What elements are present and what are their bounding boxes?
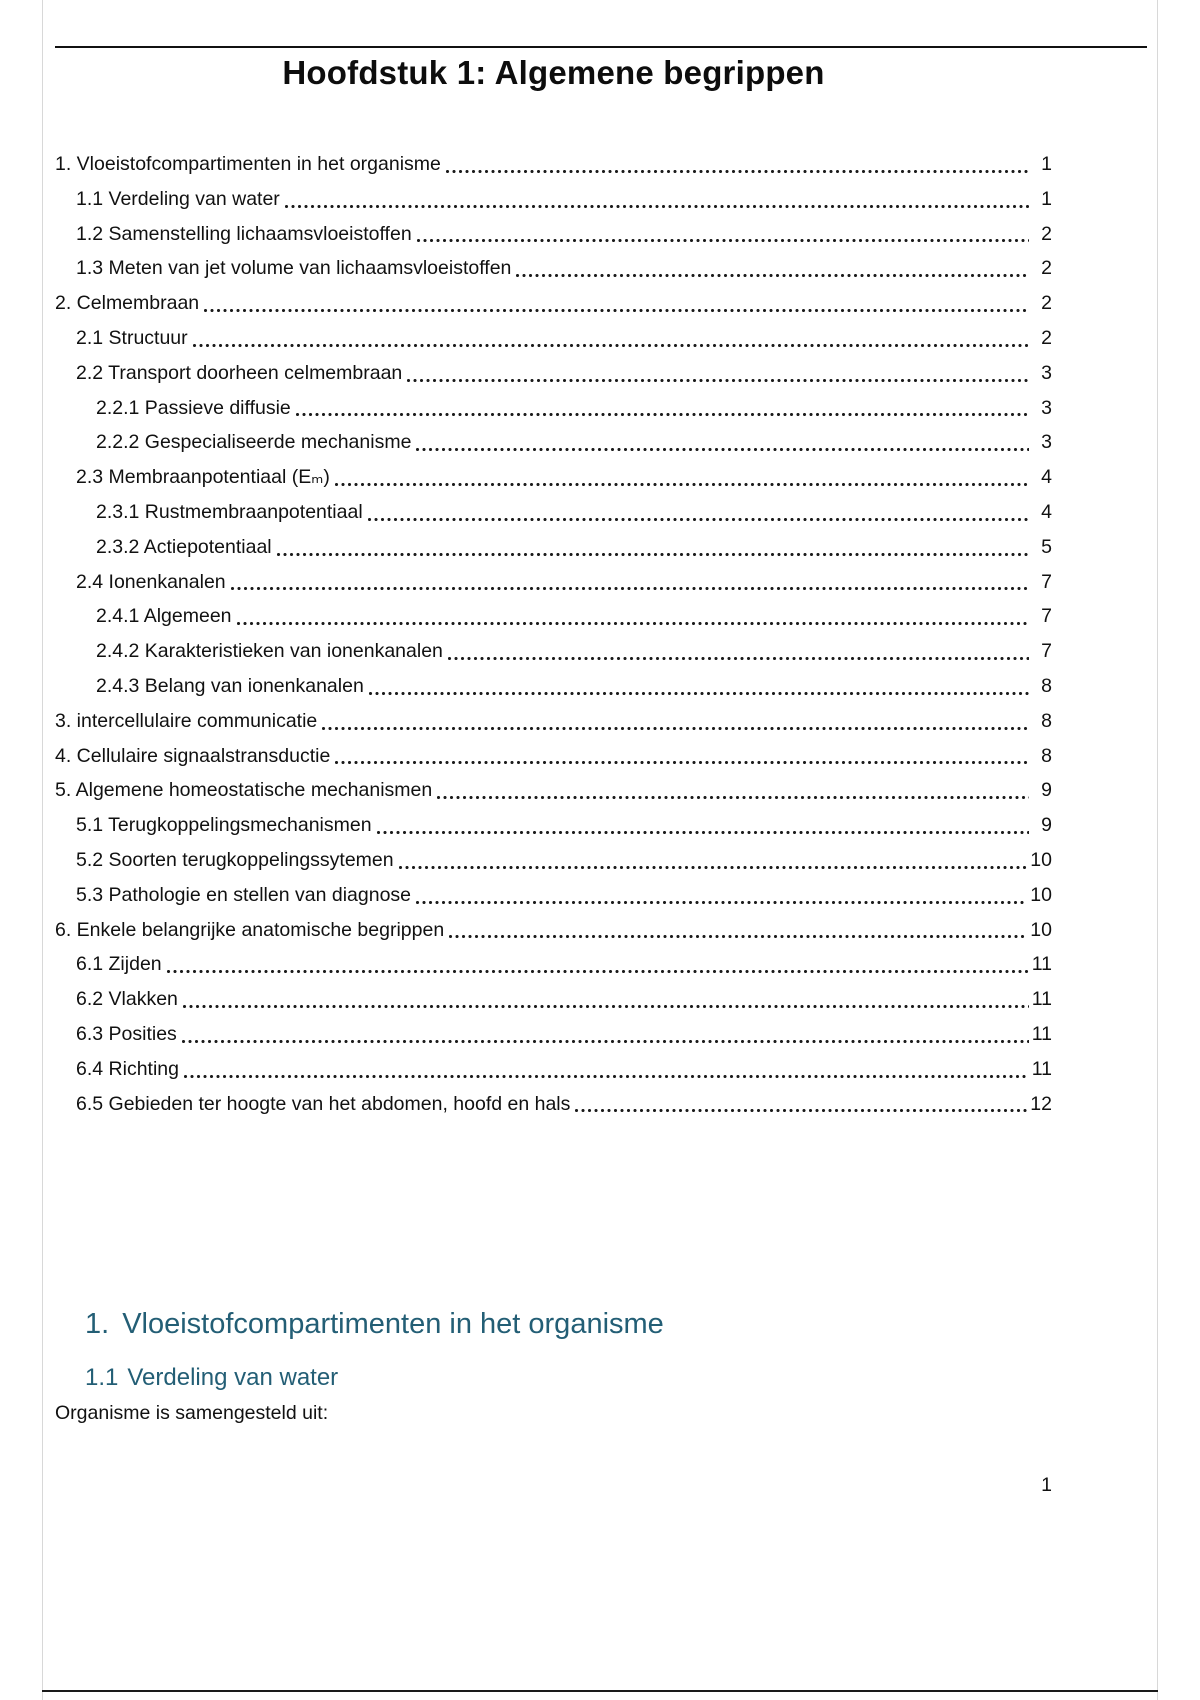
- toc-entry-page: 10: [1030, 848, 1052, 871]
- toc-leader-dots: [275, 530, 1029, 565]
- toc-entry-label: 2.4.1 Algemeen: [96, 605, 232, 628]
- toc-entry: [55, 1087, 1052, 1122]
- toc-leader-dots: [320, 704, 1029, 739]
- page-edge-left: [42, 0, 43, 1700]
- toc-leader-dots: [397, 843, 1028, 878]
- toc-entry-label: 1.3 Meten van jet volume van lichaamsvloeistoffen: [76, 257, 512, 280]
- toc-entry-label: 2.3.1 Rustmembraanpotentiaal: [96, 500, 363, 523]
- toc-entry: [55, 739, 1052, 774]
- toc-leader-dots: [514, 251, 1029, 286]
- toc-entry: [55, 773, 1052, 808]
- toc-entry: [55, 460, 1052, 495]
- toc-entry: [55, 843, 1052, 878]
- toc-entry-page: 2: [1041, 222, 1052, 245]
- toc-entry: [55, 947, 1052, 982]
- toc-entry-page: 5: [1041, 535, 1052, 558]
- toc-leader-dots: [181, 982, 1029, 1017]
- toc-entry-label: 2.2.1 Passieve diffusie: [96, 396, 291, 419]
- toc-leader-dots: [333, 739, 1029, 774]
- subsection-heading-text: Verdeling van water: [127, 1364, 339, 1391]
- top-rule: [55, 46, 1147, 48]
- toc-entry: [55, 1017, 1052, 1052]
- section-heading: [85, 1308, 664, 1341]
- toc-leader-dots: [573, 1087, 1027, 1122]
- page-edge-right: [1157, 0, 1158, 1700]
- toc-entry-label: 5.3 Pathologie en stellen van diagnose: [76, 883, 412, 906]
- toc-entry-label: 5.2 Soorten terugkoppelingssytemen: [76, 848, 394, 871]
- toc-entry-label: 2.3 Membraanpotentiaal (Eₘ): [76, 466, 330, 489]
- toc-leader-dots: [447, 913, 1027, 948]
- toc-entry-label: 2.2 Transport doorheen celmembraan: [76, 361, 403, 384]
- toc-entry-page: 4: [1041, 466, 1052, 489]
- toc-leader-dots: [202, 286, 1029, 321]
- toc-entry-page: 7: [1041, 570, 1052, 593]
- toc-entry-label: 2. Celmembraan: [55, 292, 200, 315]
- section-heading-number: 1.: [85, 1308, 110, 1340]
- toc-entry-label: 1. Vloeistofcompartimenten in het organisme: [55, 153, 441, 175]
- toc-leader-dots: [415, 217, 1029, 252]
- toc-leader-dots: [405, 356, 1029, 391]
- toc-entry-page: 3: [1041, 361, 1052, 384]
- bottom-rule: [42, 1690, 1158, 1692]
- toc-leader-dots: [165, 947, 1029, 982]
- toc-leader-dots: [235, 599, 1029, 634]
- toc-entry-label: 6.5 Gebieden ter hoogte van het abdomen, hoofd en hals: [76, 1092, 571, 1115]
- toc-leader-dots: [446, 634, 1029, 669]
- toc-entry: [55, 669, 1052, 704]
- subsection-heading: [85, 1364, 338, 1392]
- toc-leader-dots: [294, 391, 1029, 426]
- toc-entry: [55, 704, 1052, 739]
- toc-entry-label: 6. Enkele belangrijke anatomische begrippen: [55, 918, 445, 941]
- toc-entry: [55, 425, 1052, 460]
- toc-entry-page: 1: [1041, 153, 1052, 175]
- toc-entry-label: 6.4 Richting: [76, 1057, 179, 1080]
- toc-entry-page: 2: [1041, 257, 1052, 280]
- toc-entry-page: 11: [1031, 988, 1052, 1011]
- document-title: Hoofdstuk 1: Algemene begrippen: [282, 54, 825, 91]
- toc-leader-dots: [414, 878, 1027, 913]
- toc-entry-label: 6.1 Zijden: [76, 953, 162, 976]
- toc-leader-dots: [180, 1017, 1029, 1052]
- toc-entry-label: 2.3.2 Actiepotentiaal: [96, 535, 272, 558]
- toc-entry: [55, 634, 1052, 669]
- toc-entry-page: 7: [1041, 640, 1052, 663]
- toc-entry: [55, 391, 1052, 426]
- toc-entry-label: 4. Cellulaire signaalstransductie: [55, 744, 331, 767]
- toc-entry-page: 3: [1041, 431, 1052, 454]
- toc-entry-label: 2.2.2 Gespecialiseerde mechanisme: [96, 431, 412, 454]
- toc-entry-page: 11: [1031, 1057, 1052, 1080]
- toc-leader-dots: [444, 147, 1029, 182]
- toc-leader-dots: [283, 182, 1029, 217]
- toc-entry-page: 2: [1041, 326, 1052, 349]
- toc-entry-label: 2.1 Structuur: [76, 326, 188, 349]
- toc-leader-dots: [366, 495, 1029, 530]
- toc-entry-page: 10: [1030, 918, 1052, 941]
- toc-entry-page: 1: [1041, 187, 1052, 210]
- toc-entry: [55, 878, 1052, 913]
- toc-entry-page: 12: [1030, 1092, 1052, 1115]
- toc-entry: [55, 321, 1052, 356]
- toc-entry-page: 9: [1041, 779, 1052, 802]
- toc-entry-page: 10: [1030, 883, 1052, 906]
- toc-entry-page: 8: [1041, 674, 1052, 697]
- toc-entry: [55, 982, 1052, 1017]
- toc-entry-label: 2.4.2 Karakteristieken van ionenkanalen: [96, 640, 443, 663]
- toc-entry-label: 5. Algemene homeostatische mechanismen: [55, 779, 433, 802]
- paragraph: Organisme is samengesteld uit:: [55, 1402, 329, 1424]
- toc-entry: [55, 217, 1052, 252]
- toc-entry: [55, 599, 1052, 634]
- toc-entry-label: 5.1 Terugkoppelingsmechanismen: [76, 814, 372, 837]
- toc-leader-dots: [182, 1052, 1029, 1087]
- toc-entry-label: 6.3 Posities: [76, 1022, 177, 1045]
- toc-leader-dots: [375, 808, 1029, 843]
- toc-entry: [55, 495, 1052, 530]
- toc-entry-page: 8: [1041, 744, 1052, 767]
- toc-leader-dots: [435, 773, 1029, 808]
- toc-entry-label: 3. intercellulaire communicatie: [55, 709, 318, 732]
- section-heading-text: Vloeistofcompartimenten in het organisme: [122, 1308, 664, 1340]
- toc-entry-page: 11: [1031, 1022, 1052, 1045]
- toc-entry: [55, 530, 1052, 565]
- subsection-heading-number: 1.1: [85, 1364, 119, 1391]
- toc-leader-dots: [191, 321, 1029, 356]
- toc-entry-page: 9: [1041, 814, 1052, 837]
- toc-entry-page: 7: [1041, 605, 1052, 628]
- toc-entry: [55, 913, 1052, 948]
- toc-entry: [55, 565, 1052, 600]
- toc-entry: [55, 808, 1052, 843]
- toc-entry: [55, 356, 1052, 391]
- toc-entry-page: 4: [1041, 500, 1052, 523]
- toc-entry-label: 2.4 Ionenkanalen: [76, 570, 226, 593]
- toc-leader-dots: [229, 565, 1029, 600]
- toc-entry: [55, 147, 1052, 182]
- toc-entry-label: 1.1 Verdeling van water: [76, 187, 280, 210]
- toc-leader-dots: [333, 460, 1029, 495]
- toc-entry-page: 11: [1031, 953, 1052, 976]
- toc-entry: [55, 251, 1052, 286]
- toc-entry-page: 2: [1041, 292, 1052, 315]
- table-of-contents: [55, 147, 1052, 1121]
- toc-entry-label: 1.2 Samenstelling lichaamsvloeistoffen: [76, 222, 412, 245]
- toc-entry-page: 3: [1041, 396, 1052, 419]
- toc-entry-label: 2.4.3 Belang van ionenkanalen: [96, 674, 364, 697]
- toc-entry: [55, 182, 1052, 217]
- toc-entry-page: 8: [1041, 709, 1052, 732]
- toc-leader-dots: [414, 425, 1029, 460]
- toc-entry: [55, 286, 1052, 321]
- toc-entry-label: 6.2 Vlakken: [76, 988, 178, 1011]
- toc-entry: [55, 1052, 1052, 1087]
- toc-leader-dots: [367, 669, 1029, 704]
- page-number: 1: [1041, 1474, 1052, 1496]
